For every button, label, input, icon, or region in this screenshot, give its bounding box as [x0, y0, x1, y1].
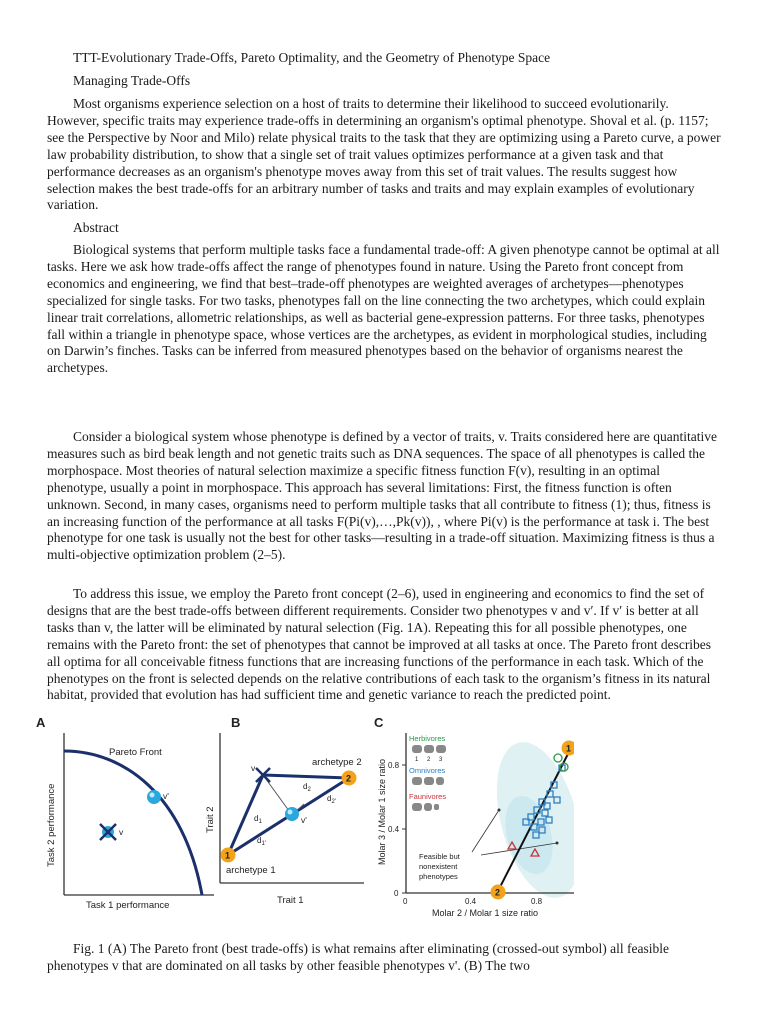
c-xtick-label-0: 0: [403, 897, 408, 906]
c-ytick-label-1: 0.4: [388, 825, 400, 834]
b-v-prime-label: v': [301, 815, 307, 825]
v-prime-label: v': [163, 791, 169, 801]
c-ytick-label-2: 0.8: [388, 761, 400, 770]
herbivore-point-1: [554, 754, 562, 762]
pareto-front-label: Pareto Front: [109, 747, 162, 758]
faunivore-tooth-2: [424, 803, 432, 811]
omnivore-tooth-1: [412, 777, 422, 785]
d2-prime-label: $d_{2'}$: [327, 794, 336, 805]
panel-c: [374, 715, 574, 918]
figure-caption: Fig. 1 (A) The Pareto front (best trade-offs) is what remains after eliminating (crossed-out symbol) all feasible phenotypes v that are dominated on all tasks by other feasible phenotypes v'. (B) The two: [47, 941, 669, 973]
panel-b-letter: B: [231, 715, 241, 730]
figure-1: [34, 715, 574, 925]
point-v-prime-highlight: [150, 793, 155, 798]
archetype-1-number: 1: [225, 850, 231, 861]
feasible-label-3: phenotypes: [419, 872, 458, 881]
panel-a-letter: A: [36, 715, 46, 730]
panel-b: [205, 715, 364, 906]
panel-b-xlabel: Trait 1: [277, 895, 304, 906]
body-paragraph-2: To address this issue, we employ the Pareto front concept (2–6), used in engineering and economics to find the set of designs that are the best trade-offs between different requirements. Consider two phenotypes v and v′. If v′ is better at all tasks than v, the latter will be eliminated by natural selection (Fig. 1A). Repeating this for all possible phenotypes, one remains with the Pareto front: the set of phenotypes that cannot be improved at all tasks at once. The Pareto front describes all optima for all conceivable fitness functions that are increasing functions of the performance in each task. Which of the phenotypes on the front is selected depends on the relative contributions of each task to the organism’s fitness in its natural habitat, provided that evolution has had sufficient time and genetic variance to reach the predicted point.: [47, 586, 712, 703]
archetype-2-number: 2: [346, 773, 352, 784]
b-point-v-prime: [285, 807, 299, 821]
b-v-label: v: [251, 763, 256, 773]
omnivore-tooth-3: [436, 777, 444, 785]
point-v-prime: [147, 790, 161, 804]
body-paragraph-1: Consider a biological system whose phenotype is defined by a vector of traits, v. Traits considered here are quantitative measures such as bird beak length and not genetic traits such as DNA sequences. The space of all phenotypes is called the morphospace. Most theories of natural selection maximize a specific fitness function F(v), resulting in an optimal phenotype, usually a point in morphospace. This approach has several limitations: First, the fitness function is often unknown. Second, in many cases, organisms need to perform multiple tasks that all contribute to fitness (1); thus, fitness is an increasing function of the performance at all tasks F(Pi(v),…,Pk(v)), , where Pi(v) is the performance at task i. The best phenotype for one task is usually not the best for other tasks—resulting in a trade-off situation. Maximizing fitness is thus a multi-objective optimization problem (2–5).: [47, 429, 717, 563]
panel-a-ylabel: Task 2 performance: [46, 783, 57, 867]
pointer-dot-2: [556, 842, 559, 845]
panel-a: [36, 715, 214, 911]
archetype-1-label: archetype 1: [226, 865, 276, 876]
feasible-label-1: Feasible but: [419, 852, 460, 861]
tooth-num-2: 2: [427, 757, 431, 763]
pointer-line-1: [472, 810, 499, 852]
pointer-dot-1: [498, 809, 501, 812]
c-ytick-label-0: 0: [394, 889, 399, 898]
c-archetype-2-number: 2: [495, 887, 501, 898]
panel-a-xlabel: Task 1 performance: [86, 900, 170, 911]
faunivore-tooth-1: [412, 803, 422, 811]
archetype-2-label: archetype 2: [312, 757, 362, 768]
faunivore-tooth-3: [434, 804, 439, 810]
distance-v-arch2: [263, 775, 349, 778]
c-xtick-label-2: 0.8: [531, 897, 543, 906]
abstract-heading: Abstract: [73, 220, 119, 235]
tooth-num-1: 1: [415, 757, 419, 763]
panel-c-xlabel: Molar 2 / Molar 1 size ratio: [432, 908, 539, 918]
section-heading: Managing Trade-Offs: [73, 73, 191, 88]
document-title: TTT-Evolutionary Trade-Offs, Pareto Optimality, and the Geometry of Phenotype Space: [73, 50, 551, 65]
d1-prime-label: $d_{1'}$: [257, 836, 266, 847]
omnivores-label: Omnivores: [409, 766, 446, 775]
d2-label: $d_2$: [303, 782, 311, 793]
c-xtick-label-1: 0.4: [465, 897, 477, 906]
feasible-label-2: nonexistent: [419, 862, 458, 871]
panel-c-ylabel: Molar 3 / Molar 1 size ratio: [377, 758, 387, 865]
herbivore-tooth-1: [412, 745, 422, 753]
herbivore-tooth-3: [436, 745, 446, 753]
panel-b-ylabel: Trait 2: [205, 806, 216, 833]
pareto-front-curve: [64, 751, 202, 895]
omnivore-tooth-2: [424, 777, 434, 785]
b-point-highlight: [288, 810, 293, 815]
d1-label: $d_1$: [254, 814, 262, 825]
abstract-paragraph: Biological systems that perform multiple tasks face a fundamental trade-off: A given phenotype cannot be optimal at all tasks. Here we ask how trade-offs affect the range of phenotypes found in nature. Using the Pareto front concept from economics and engineering, we find that best–trade-off phenotypes are weighted averages of archetypes—phenotypes specialized for single tasks. For two tasks, phenotypes fall on the line connecting the two archetypes, which could explain linear trait correlations, allometric relationships, as well as bacterial gene-expression patterns. For three tasks, phenotypes fall within a triangle in phenotype space, whose vertices are the archetypes, as evident in morphological studies, including on Darwin’s finches. Tasks can be inferred from measured phenotypes based on the behavior of organisms nearest the archetypes.: [47, 242, 720, 376]
herbivore-tooth-2: [424, 745, 434, 753]
herbivores-label: Herbivores: [409, 734, 446, 743]
faunivores-label: Faunivores: [409, 792, 447, 801]
panel-c-letter: C: [374, 715, 384, 730]
c-archetype-1-number: 1: [566, 743, 572, 754]
summary-paragraph: Most organisms experience selection on a host of traits to determine their likelihood to succeed evolutionarily. However, specific traits may experience trade-offs in determining an organism's optimal phenotype. Shoval et al. (p. 1157; see the Perspective by Noor and Milo) relate physical traits to the task that they are optimizing using a Pareto curve, a power law probability distribution, to show that a single set of trait values optimizes performance at a given task and that performance decreases as an organism's phenotype moves away from this set of trait values. The results suggest how selection makes the best trade-offs for an arbitrary number of tasks and traits and may explain examples of evolutionary variation.: [47, 96, 721, 213]
tooth-num-3: 3: [439, 757, 443, 763]
v-label: v: [119, 827, 124, 837]
